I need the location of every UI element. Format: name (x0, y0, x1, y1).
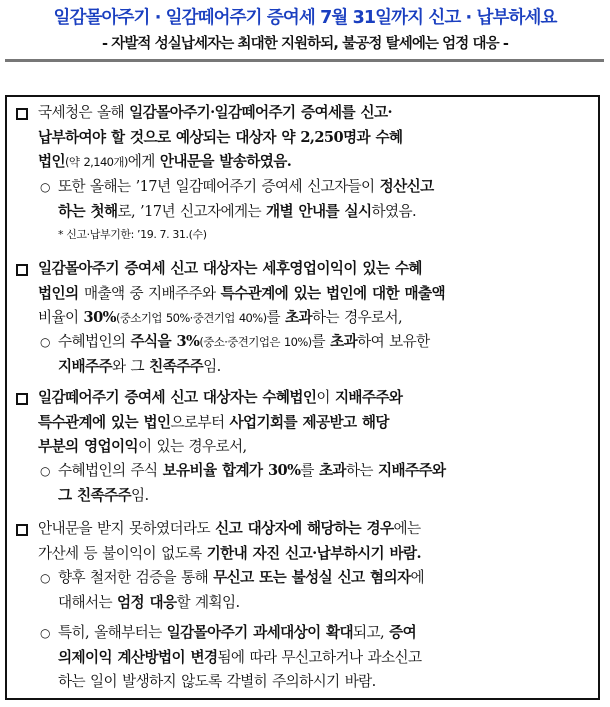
sub-line: 그 친족주주임. (58, 486, 149, 504)
circle-bullet-icon: ○ (40, 335, 50, 349)
sub-line: 대해서는 엄정 대응할 계획임. (58, 593, 240, 611)
section-line: 일감몰아주기 증여세 신고 대상자는 세후영업이익이 있는 수혜 (38, 260, 422, 277)
square-bullet-icon (16, 393, 28, 405)
sub-line: 하는 일이 발생하지 않도록 각별히 주의하시기 바람. (58, 673, 376, 690)
section-line: 납부하여야 할 것으로 예상되는 대상자 약 2,250명과 수혜 (38, 128, 403, 146)
sub-line: 의제이익 계산방법이 변경됨에 따라 무신고하거나 과소신고 (58, 648, 422, 666)
sub-line: 또한 올해는 ’17년 일감떼어주기 증여세 신고자들이 정산신고 (58, 178, 434, 195)
section-line: 부분의 영업이익이 있는 경우로서, (38, 438, 247, 455)
section-line: 특수관계에 있는 법인으로부터 사업기회를 제공받고 해당 (38, 413, 389, 431)
section-1 (16, 101, 602, 175)
circle-bullet-icon: ○ (40, 180, 50, 194)
section-4-sub-1 (40, 566, 600, 615)
sub-line: 지배주주와 그 친족주주임. (58, 357, 221, 375)
sub-line: 수혜법인의 주식 보유비율 합계가 30%를 초과하는 지배주주와 (58, 462, 446, 479)
section-line: 법인(약 2,140개)에게 안내문을 발송하였음. (38, 153, 292, 170)
sub-line: 수혜법인의 주식을 3%(중소·중견기업은 10%)를 초과하여 보유한 (58, 333, 430, 350)
page-subtitle: - 자발적 성실납세자는 최대한 지원하되, 불공정 탈세에는 엄정 대응 - (101, 36, 509, 52)
section-2-sub-1 (40, 330, 600, 379)
section-4 (16, 517, 602, 566)
section-4-sub-2 (40, 621, 600, 695)
sub-line: 특히, 올해부터는 일감몰아주기 과세대상이 확대되고, 증여 (58, 624, 417, 641)
page-title: 일감몰아주기 · 일감떼어주기 증여세 7월 31일까지 신고 · 납부하세요 (53, 8, 557, 28)
deadline-note: * 신고·납부기한: ’19. 7. 31.(수) (58, 228, 207, 241)
section-line: 안내문을 받지 못하였더라도 신고 대상자에 해당하는 경우에는 (38, 520, 421, 537)
section-3-sub-1 (40, 459, 600, 508)
section-line: 법인의 매출액 중 지배주주와 특수관계에 있는 법인에 대한 매출액 (38, 284, 445, 302)
section-line: 가산세 등 불이익이 없도록 기한내 자진 신고·납부하시기 바람. (38, 544, 422, 562)
section-line: 국세청은 올해 일감몰아주기·일감떼어주기 증여세를 신고· (38, 104, 392, 121)
square-bullet-icon (16, 524, 28, 536)
section-line: 비율이 30%(중소기업 50%·중견기업 40%)를 초과하는 경우로서, (38, 309, 403, 326)
sub-line: 하는 첫해로, ’17년 신고자에게는 개별 안내를 실시하였음. (58, 202, 417, 220)
sub-line: 향후 철저한 검증을 통해 무신고 또는 불성실 신고 혐의자에 (58, 569, 425, 586)
section-3 (16, 386, 602, 460)
circle-bullet-icon: ○ (40, 464, 50, 478)
section-1-sub-1 (40, 175, 600, 224)
section-2 (16, 257, 602, 331)
square-bullet-icon (16, 108, 28, 120)
section-line: 일감떼어주기 증여세 신고 대상자는 수혜법인이 지배주주와 (38, 389, 403, 406)
circle-bullet-icon: ○ (40, 626, 50, 640)
square-bullet-icon (16, 264, 28, 276)
title-divider (5, 59, 604, 62)
circle-bullet-icon: ○ (40, 571, 50, 585)
